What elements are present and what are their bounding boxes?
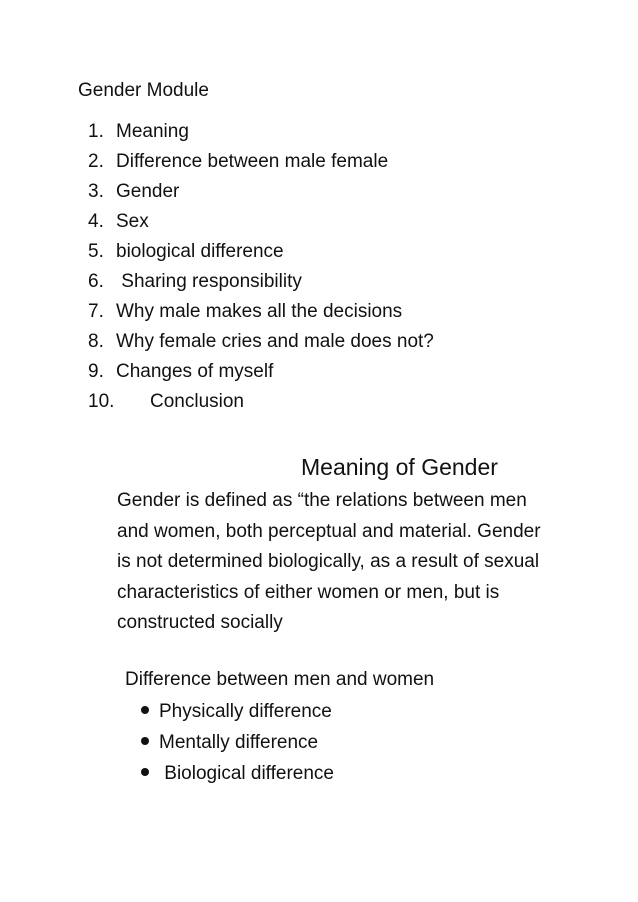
section-heading-meaning: Meaning of Gender [301, 454, 498, 480]
table-of-contents [88, 118, 434, 418]
toc-item-label: Why male makes all the decisions [116, 301, 403, 322]
section-heading-difference: Difference between men and women [125, 669, 435, 690]
toc-item [88, 118, 434, 148]
bullet-icon [141, 737, 149, 745]
toc-item [88, 208, 434, 238]
meaning-paragraph [117, 486, 567, 639]
list-item [141, 699, 334, 730]
paragraph-line: characteristics of either women or men, but is [117, 581, 500, 603]
toc-item-number: 10. [88, 391, 115, 412]
toc-item [88, 358, 434, 388]
toc-item-number: 3. [88, 181, 104, 202]
bullet-text: Mentally difference [159, 732, 319, 753]
list-item [141, 761, 334, 792]
toc-item-number: 2. [88, 151, 104, 172]
toc-item-label: Sharing responsibility [116, 271, 302, 292]
paragraph-line: Gender is defined as “the relations between men [117, 490, 527, 511]
toc-item-number: 7. [88, 301, 104, 322]
toc-item [88, 148, 434, 178]
toc-item [88, 388, 434, 418]
toc-item-number: 1. [88, 121, 104, 142]
difference-bullet-list [141, 699, 334, 792]
toc-item-label: biological difference [116, 241, 284, 262]
document-title: Gender Module [78, 80, 209, 101]
toc-item-number: 5. [88, 241, 104, 262]
paragraph-line: is not determined biologically, as a result of sexual [117, 551, 540, 572]
paragraph-line: and women, both perceptual and material. Gender [117, 520, 541, 542]
toc-item-number: 4. [88, 211, 104, 232]
bullet-icon [141, 768, 149, 776]
bullet-text: Physically difference [159, 701, 332, 722]
bullet-text: Biological difference [159, 763, 334, 784]
toc-item-label: Why female cries and male does not? [116, 331, 434, 352]
toc-item [88, 298, 434, 328]
toc-item [88, 328, 434, 358]
toc-item-number: 6. [88, 271, 104, 292]
paragraph-line: constructed socially [117, 612, 283, 633]
toc-item-label: Sex [116, 211, 149, 232]
toc-item-number: 8. [88, 331, 104, 352]
toc-item [88, 238, 434, 268]
toc-item-label: Changes of myself [116, 361, 274, 382]
toc-item-label: Gender [116, 181, 180, 202]
toc-item [88, 268, 434, 298]
toc-item [88, 178, 434, 208]
list-item [141, 730, 334, 761]
toc-item-label: Difference between male female [116, 151, 389, 172]
toc-item-number: 9. [88, 361, 104, 382]
toc-item-label: Conclusion [150, 391, 244, 412]
toc-item-label: Meaning [116, 121, 189, 142]
bullet-icon [141, 706, 149, 714]
